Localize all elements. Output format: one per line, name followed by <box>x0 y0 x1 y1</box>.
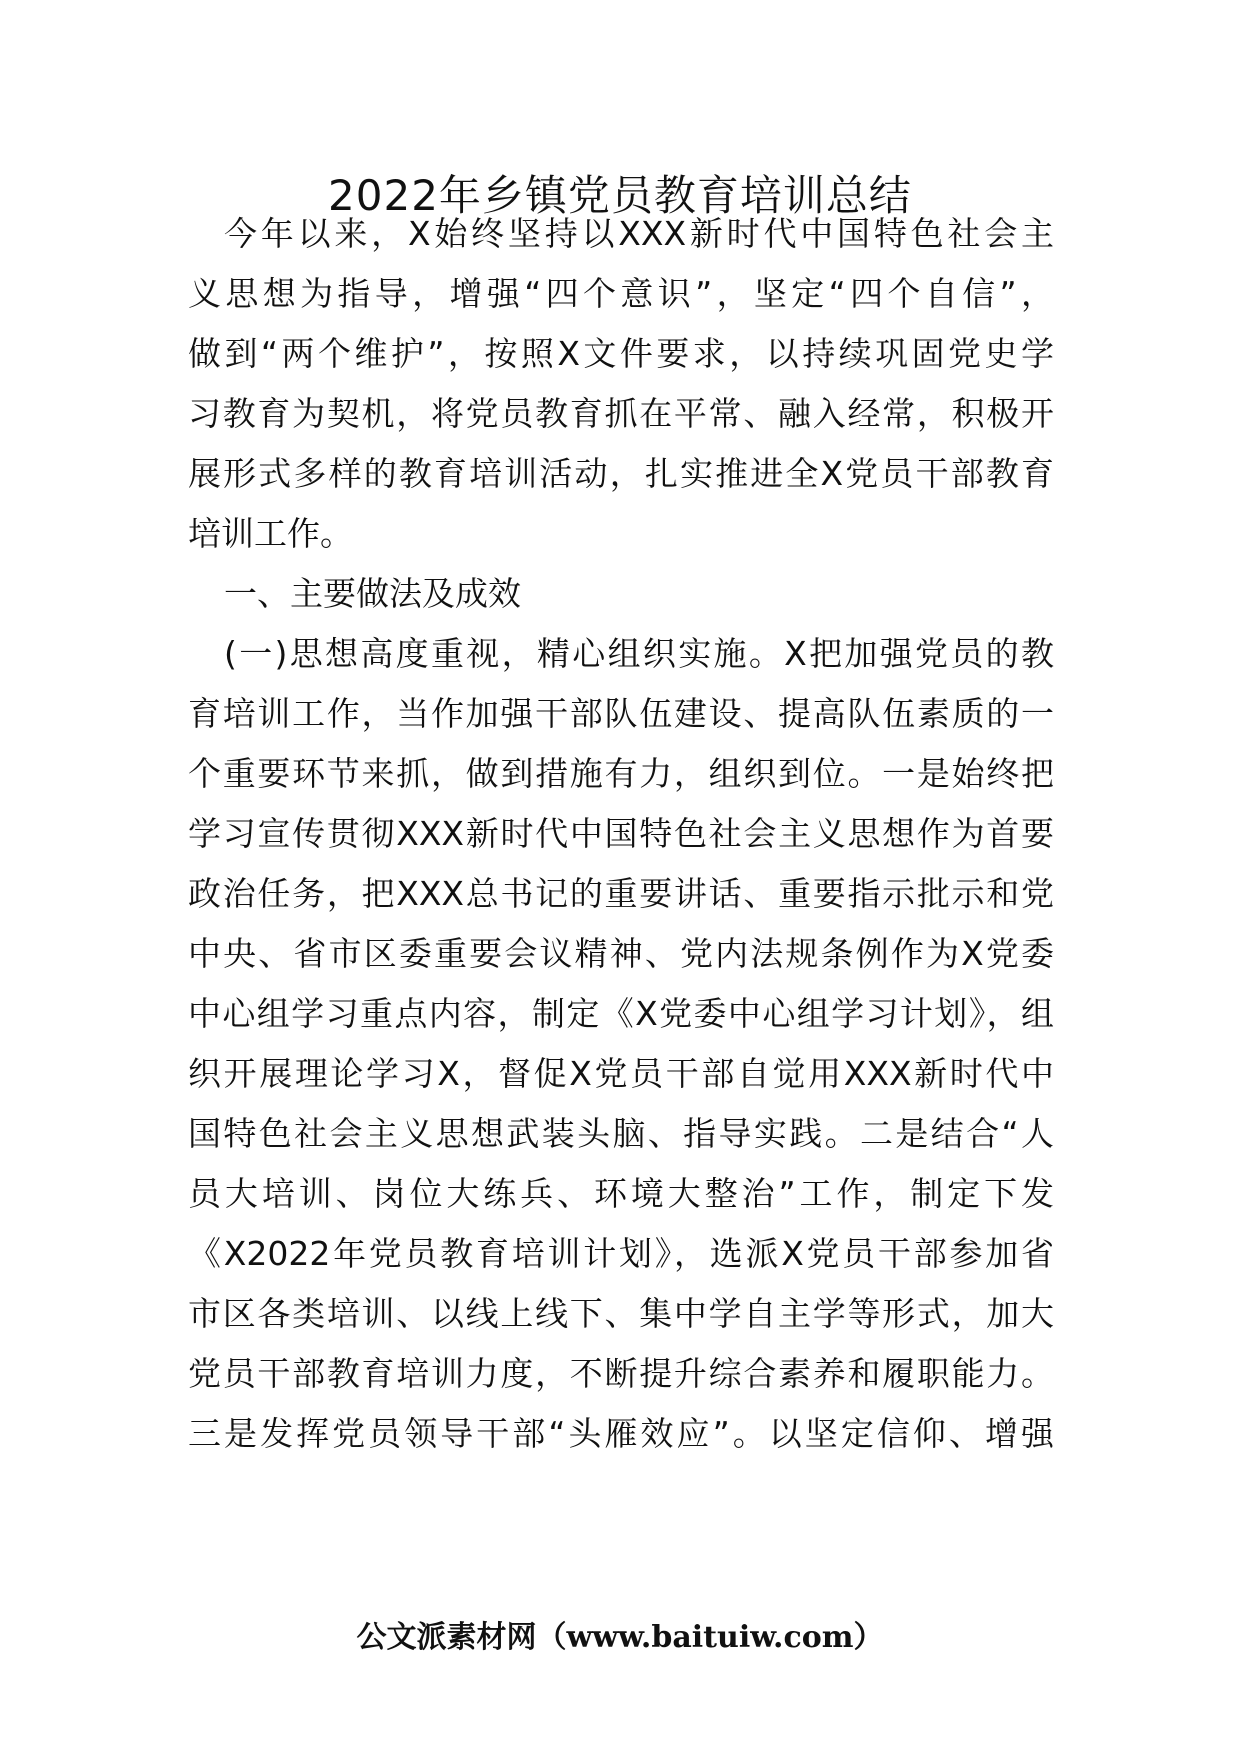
paragraph-intro-line-5: 展形式多样的教育培训活动，扎实推进全X党员干部教育 <box>188 454 1054 493</box>
paragraph-body-line-6: 中央、省市区委重要会议精神、党内法规条例作为X党委 <box>188 934 1054 973</box>
paragraph-body-line-10: 员大培训、岗位大练兵、环境大整治”工作，制定下发 <box>188 1174 1054 1213</box>
paragraph-body-line-9: 国特色社会主义思想武装头脑、指导实践。二是结合“人 <box>188 1114 1054 1153</box>
paragraph-intro-line-2: 义思想为指导，增强“四个意识”，坚定“四个自信”， <box>188 274 1054 313</box>
paragraph-intro-line-3: 做到“两个维护”，按照X文件要求，以持续巩固党史学 <box>188 334 1054 373</box>
paragraph-body-line-4: 学习宣传贯彻XXX新时代中国特色社会主义思想作为首要 <box>188 814 1054 853</box>
paragraph-body-line-7: 中心组学习重点内容，制定《X党委中心组学习计划》，组 <box>188 994 1054 1033</box>
paragraph-body-line-5: 政治任务，把XXX总书记的重要讲话、重要指示批示和党 <box>188 874 1054 913</box>
paragraph-intro-line-6: 培训工作。 <box>188 514 353 553</box>
document-title: 2022年乡镇党员教育培训总结 <box>328 171 912 220</box>
paragraph-body-line-11: 《X2022年党员教育培训计划》，选派X党员干部参加省 <box>188 1234 1054 1273</box>
paragraph-intro-line-4: 习教育为契机，将党员教育抓在平常、融入经常，积极开 <box>188 394 1054 433</box>
paragraph-body-line-13: 党员干部教育培训力度，不断提升综合素养和履职能力。 <box>188 1354 1054 1393</box>
paragraph-body-line-1: (一)思想高度重视，精心组织实施。X把加强党员的教 <box>224 634 1054 673</box>
section-heading: 一、主要做法及成效 <box>224 574 521 613</box>
paragraph-body-line-2: 育培训工作，当作加强干部队伍建设、提高队伍素质的一 <box>188 694 1054 733</box>
paragraph-body-line-14: 三是发挥党员领导干部“头雁效应”。以坚定信仰、增强 <box>188 1414 1054 1453</box>
paragraph-body-line-8: 织开展理论学习X，督促X党员干部自觉用XXX新时代中 <box>188 1054 1054 1093</box>
paragraph-intro-line-1: 今年以来，X始终坚持以XXX新时代中国特色社会主 <box>224 214 1054 253</box>
footer-watermark: 公文派素材网（www.baituiw.com） <box>356 1620 884 1655</box>
paragraph-body-line-3: 个重要环节来抓，做到措施有力，组织到位。一是始终把 <box>188 754 1054 793</box>
paragraph-body-line-12: 市区各类培训、以线上线下、集中学自主学等形式，加大 <box>188 1294 1054 1333</box>
